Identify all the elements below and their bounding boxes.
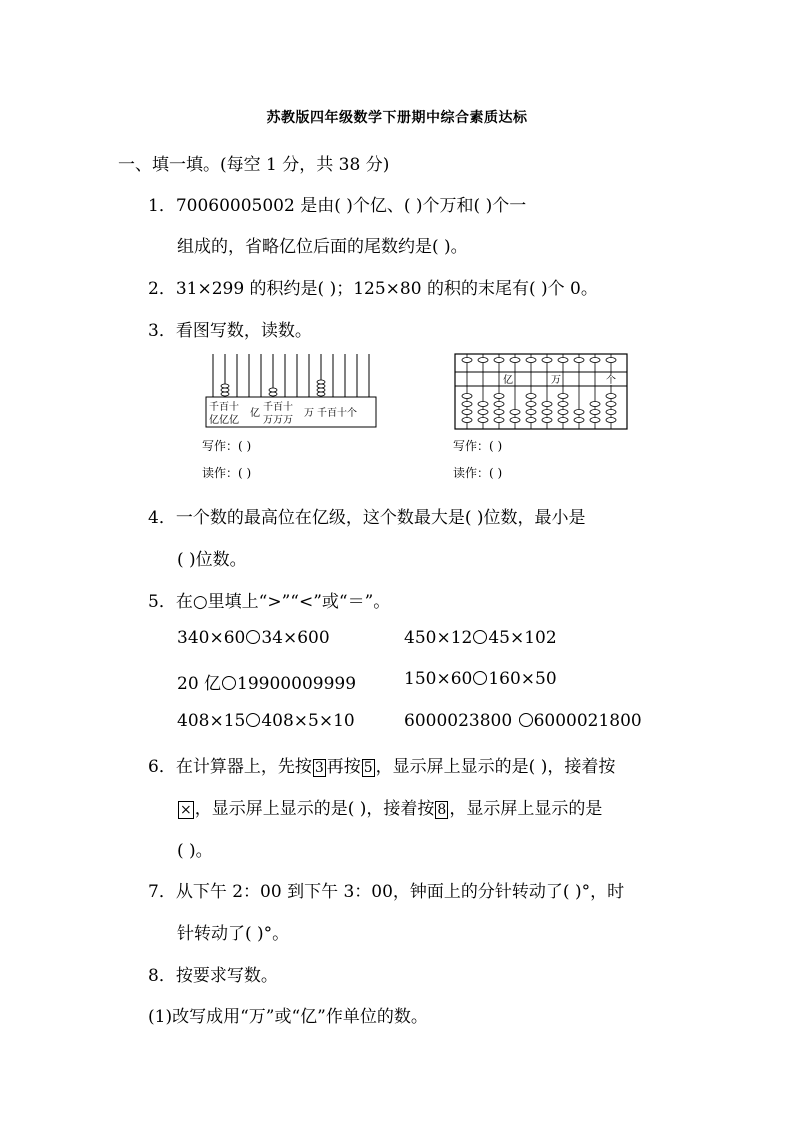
question-4-line-1: 4．一个数的最高位在亿级，这个数最大是( )位数，最小是: [148, 508, 586, 528]
section-heading: 一、填一填。(每空 1 分，共 38 分): [118, 155, 390, 175]
question-6-line-1: 6．在计算器上，先按 3 再按 5 ，显示屏上显示的是( )，接着按: [148, 757, 616, 777]
compare-circle[interactable]: [222, 676, 236, 690]
abacus-suanpan: [452, 352, 632, 436]
question-4-line-2: ( )位数。: [177, 550, 247, 570]
abacus1-label-row1: 千百十: [209, 402, 239, 413]
abacus1-label-row3: 千百十个: [317, 408, 357, 419]
compare-item: 150×60 160×50: [404, 669, 557, 689]
question-6-line-3: ( )。: [177, 841, 213, 861]
abacus2-write-line: 写作：( ): [453, 439, 503, 453]
abacus1-write-line: 写作：( ): [202, 439, 252, 453]
compare-item: 20 亿 19900009999: [177, 674, 357, 694]
compare-item: 6000023800 6000021800: [404, 711, 642, 731]
compare-circle[interactable]: [519, 713, 533, 727]
compare-circle[interactable]: [473, 630, 487, 644]
abacus1-read-line: 读作：( ): [202, 466, 252, 480]
calc-key-8: 8: [437, 801, 447, 818]
question-8-sub-1: (1)改写成用“万”或“亿”作单位的数。: [148, 1007, 428, 1027]
calc-key-3: 3: [314, 759, 324, 776]
abacus-counting-frame: [205, 352, 385, 436]
question-6-line-2: × ，显示屏上显示的是( )，接着按 8 ，显示屏上显示的是: [180, 799, 603, 819]
abacus1-label-row1b: 亿亿亿: [209, 415, 239, 426]
question-1-line-2: 组成的，省略亿位后面的尾数约是( )。: [177, 237, 468, 257]
calc-key-multiply: ×: [180, 801, 192, 818]
question-8: 8．按要求写数。: [148, 966, 278, 986]
abacus1-wan: 万: [304, 408, 314, 419]
compare-circle[interactable]: [473, 671, 487, 685]
compare-item: 450×12 45×102: [404, 628, 557, 648]
compare-item: 340×60 34×600: [177, 628, 330, 648]
question-1-line-1: 1．70060005002 是由( )个亿、( )个万和( )个一: [148, 196, 527, 216]
abacus2-wan: 万: [551, 375, 561, 386]
question-7-line-2: 针转动了( )°。: [177, 924, 290, 944]
page-title: 苏教版四年级数学下册期中综合素质达标: [266, 110, 528, 126]
abacus1-label-row2: 千百十: [263, 402, 293, 413]
abacus1-label-row2b: 万万万: [263, 415, 293, 426]
abacus2-yi: 亿: [503, 375, 513, 386]
question-7-line-1: 7．从下午 2：00 到下午 3：00，钟面上的分针转动了( )°，时: [148, 882, 625, 902]
calc-key-5: 5: [363, 759, 373, 776]
compare-item: 408×15 408×5×10: [177, 711, 355, 731]
compare-circle[interactable]: [246, 713, 260, 727]
compare-circle[interactable]: [246, 630, 260, 644]
question-3: 3．看图写数，读数。: [148, 321, 312, 341]
question-2: 2．31×299 的积约是( )；125×80 的积的末尾有( )个 0。: [148, 279, 598, 299]
question-5: 5．在○里填上“>”“<”或“＝”。: [148, 592, 391, 612]
abacus2-ge: 个: [606, 375, 616, 386]
abacus2-read-line: 读作：( ): [453, 466, 503, 480]
abacus1-yi: 亿: [250, 408, 260, 419]
